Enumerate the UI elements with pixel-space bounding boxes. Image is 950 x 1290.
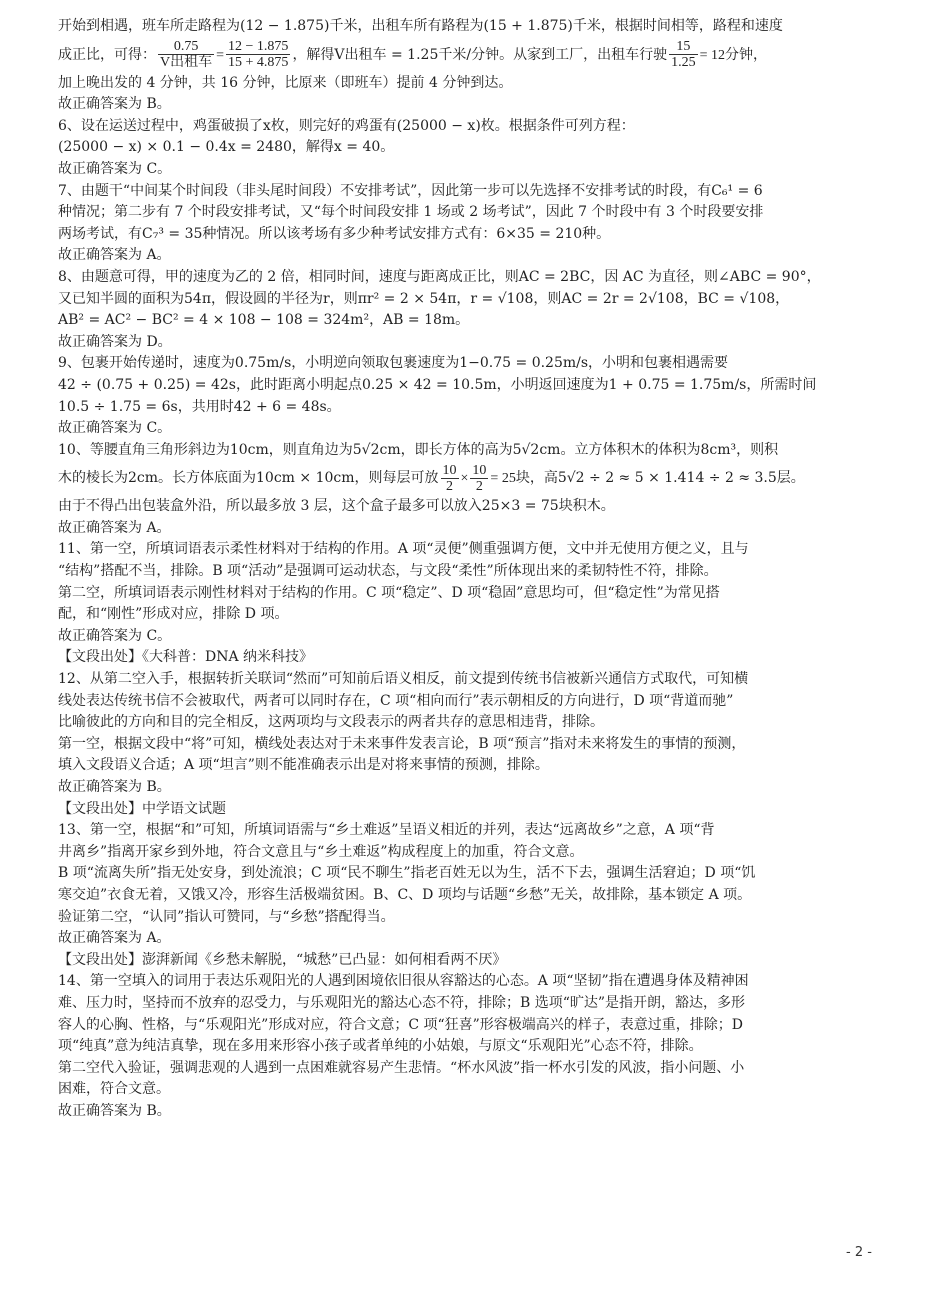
q8-text-line-3: AB² = AC² − BC² = 4 × 108 − 108 = 324m²，AB = 18m。 xyxy=(58,312,470,329)
q5-text-tail: 分钟， xyxy=(724,46,767,63)
q10-formula-line xyxy=(58,461,898,496)
q11-text-line-2: “结构”搭配不当，排除。B 项“活动”是强调可运动状态，与文段“柔性”所体现出来的柔韧特性不符，排除。 xyxy=(58,563,718,580)
q7-text-line-3: 两场考试，有C₇³ = 35种情况。所以该考场有多少种考试安排方式有：6×35 = 210种。 xyxy=(58,225,611,242)
q7-text-line-1: 7、由题干“中间某个时间段（非头尾时间段）不安排考试”，因此第一步可以先选择不安排考试的时段，有C₆¹ = 6 xyxy=(58,182,763,199)
q9-text-line-1: 9、包裹开始传递时，速度为0.75m/s，小明逆向领取包裹速度为1−0.75 = 0.25m/s，小明和包裹相遇需要 xyxy=(58,355,729,372)
times-sign: × xyxy=(460,471,469,487)
q8-answer: 故正确答案为 D。 xyxy=(58,333,172,350)
q5-text-lead: 成正比，可得： xyxy=(58,46,156,63)
q12-text-line-4: 第一空，根据文段中“将”可知，横线处表达对于未来事件发表言论，B 项“预言”指对未来将发生的事情的预测， xyxy=(58,735,746,752)
q10-answer: 故正确答案为 A。 xyxy=(58,519,171,536)
q8-text-line-2: 又已知半圆的面积为54π，假设圆的半径为r，则πr² = 2 × 54π，r = √108，则AC = 2r = 2√108，BC = √108， xyxy=(58,290,790,307)
q13-text-line-1: 13、第一空，根据“和”可知，所填词语需与“乡土难返”呈语义相近的并列，表达“远离故乡”之意，A 项“背 xyxy=(58,822,715,839)
q11-text-line-1: 11、第一空，所填词语表示柔性材料对于结构的作用。A 项“灵便”侧重强调方便，文中并无使用方便之义，且与 xyxy=(58,541,749,558)
fraction-10-over-2-a xyxy=(441,463,459,494)
page-number: - 2 - xyxy=(846,1245,872,1260)
q9-answer: 故正确答案为 C。 xyxy=(58,420,172,437)
q13-text-line-4: 寒交迫”衣食无着，又饿又冷，形容生活极端贫困。B、C、D 项均与话题“乡愁”无关，故排除，基本锁定 A 项。 xyxy=(58,886,752,903)
fraction-denominator: V出租车 xyxy=(160,55,213,71)
fraction-numerator: 10 xyxy=(472,462,487,478)
q6-answer: 故正确答案为 C。 xyxy=(58,160,172,177)
fraction-result: = 12 xyxy=(699,47,725,63)
q10-text-tail: 块，高5√2 ÷ 2 ≈ 5 × 1.414 ÷ 2 ≈ 3.5层。 xyxy=(515,470,805,487)
q9-text-line-2: 42 ÷ (0.75 + 0.25) = 42s，此时距离小明起点0.25 × 42 = 10.5m，小明返回速度为1 + 0.75 = 1.75m/s，所需时间 xyxy=(58,376,817,393)
q6-equation: (25000 − x) × 0.1 − 0.4x = 2480，解得x = 40。 xyxy=(58,139,395,156)
q5-formula-line xyxy=(58,38,898,73)
fraction-denominator: 1.25 xyxy=(671,55,696,71)
fraction-numerator: 15 xyxy=(669,39,698,55)
fraction-distance-ratio xyxy=(226,39,290,70)
q6-text-line-1: 6、设在运送过程中，鸡蛋破损了x枚，则完好的鸡蛋有(25000 − x)枚。根据条件可列方程： xyxy=(58,117,635,134)
q13-text-line-3: B 项“流离失所”指无处安身，到处流浪；C 项“民不聊生”指老百姓无以为生，活不下去，强调生活窘迫；D 项“饥 xyxy=(58,865,756,882)
fraction-numerator: 0.75 xyxy=(158,39,214,55)
fraction-denominator: 15 + 4.875 xyxy=(228,55,289,71)
q14-text-line-3: 容人的心胸、性格，与“乐观阳光”形成对应，符合文意；C 项“狂喜”形容极端高兴的样子，表意过重，排除；D xyxy=(58,1016,744,1033)
q7-text-line-2: 种情况；第二步有 7 个时段安排考试，又“每个时间段安排 1 场或 2 场考试”，因此 7 个时段中有 3 个时段要安排 xyxy=(58,204,764,221)
q13-text-line-5: 验证第二空，“认同”指认可赞同，与“乡愁”搭配得当。 xyxy=(58,908,395,925)
q13-text-line-2: 井离乡”指离开家乡到外地，符合文意且与“乡土难返”构成程度上的加重，符合文意。 xyxy=(58,843,584,860)
fraction-numerator: 10 xyxy=(442,462,457,478)
q11-answer: 故正确答案为 C。 xyxy=(58,627,172,644)
q10-text-line-1: 10、等腰直角三角形斜边为10cm，则直角边为5√2cm，即长方体的高为5√2cm。立方体积木的体积为8cm³，则积 xyxy=(58,441,779,458)
fraction-denominator: 2 xyxy=(475,478,483,494)
q12-answer: 故正确答案为 B。 xyxy=(58,779,171,795)
q12-source: 【文段出处】中学语文试题 xyxy=(58,800,226,817)
q14-text-line-4: 项“纯真”意为纯洁真挚，现在多用来形容小孩子或者单纯的小姑娘，与原文“乐观阳光”心态不符，排除。 xyxy=(58,1038,703,1055)
q12-text-line-3: 比喻彼此的方向和目的完全相反，这两项均与文段表示的两者共存的意思相违背，排除。 xyxy=(58,714,604,731)
fraction-denominator: 2 xyxy=(446,478,454,494)
q14-text-line-1: 14、第一空填入的词用于表达乐观阳光的人遇到困境依旧很从容豁达的心态。A 项“坚韧”指在遭遇身体及精神困 xyxy=(58,973,749,990)
q10-text-lead: 木的棱长为2cm。长方体底面为10cm × 10cm，则每层可放 xyxy=(58,470,439,487)
fraction-result: = 25 xyxy=(490,471,516,487)
fraction-numerator: 12 − 1.875 xyxy=(228,39,289,55)
q11-source: 【文段出处】《大科普：DNA 纳米科技》 xyxy=(58,649,314,666)
q14-text-line-2: 难、压力时，坚持而不放弃的忍受力，与乐观阳光的豁达心态不符，排除；B 选项“旷达”是指开朗，豁达，多形 xyxy=(58,994,746,1011)
q11-text-line-4: 配，和“刚性”形成对应，排除 D 项。 xyxy=(58,606,289,623)
q14-text-line-5: 第二空代入验证，强调悲观的人遇到一点困难就容易产生悲情。“杯水风波”指一杯水引发的风波，指小问题、小 xyxy=(58,1059,745,1076)
q9-text-line-3: 10.5 ÷ 1.75 = 6s，共用时42 + 6 = 48s。 xyxy=(58,398,341,415)
q5-text-line-3: 加上晚出发的 4 分钟，共 16 分钟，比原来（即班车）提前 4 分钟到达。 xyxy=(58,74,513,91)
q12-text-line-1: 12、从第二空入手，根据转折关联词“然而”可知前后语义相反，前文提到传统书信被新兴通信方式取代，可知横 xyxy=(58,671,749,688)
q14-text-line-6: 困难，符合文意。 xyxy=(58,1081,170,1098)
q14-answer: 故正确答案为 B。 xyxy=(58,1102,171,1119)
q7-answer: 故正确答案为 A。 xyxy=(58,247,171,264)
answer-explanation-page xyxy=(58,16,898,1123)
q10-text-line-3: 由于不得凸出包装盒外沿，所以最多放 3 层，这个盒子最多可以放入25×3 = 75块积木。 xyxy=(58,498,615,515)
q11-text-line-3: 第二空，所填词语表示刚性材料对于结构的作用。C 项“稳定”、D 项“稳固”意思均可，但“稳定性”为常见搭 xyxy=(58,584,720,601)
q12-text-line-2: 线处表达传统书信不会被取代，两者可以同时存在，C 项“相向而行”表示朝相反的方向进行，D 项“背道而驰” xyxy=(58,692,734,709)
fraction-0-75-over-v xyxy=(158,39,214,70)
q13-answer: 故正确答案为 A。 xyxy=(58,930,171,947)
q8-text-line-1: 8、由题意可得，甲的速度为乙的 2 倍，相同时间，速度与距离成正比，则AC = 2BC，因 AC 为直径，则∠ABC = 90°， xyxy=(58,268,821,285)
q13-source: 【文段出处】澎湃新闻《乡愁未解脱，“城愁”已凸显：如何相看两不厌》 xyxy=(58,951,507,968)
q5-text-line-1: 开始到相遇，班车所走路程为(12 − 1.875)千米，出租车所有路程为(15 + 1.875)千米，根据时间相等，路程和速度 xyxy=(58,18,783,34)
fraction-10-over-2-b xyxy=(470,463,488,494)
equals-sign: = xyxy=(216,47,225,63)
q5-text-mid: ，解得V出租车 = 1.25千米/分钟。从家到工厂，出租车行驶 xyxy=(292,46,668,63)
fraction-15-over-1-25 xyxy=(669,39,698,70)
q5-answer: 故正确答案为 B。 xyxy=(58,96,171,113)
q12-text-line-5: 填入文段语义合适；A 项“坦言”则不能准确表示出是对将来事情的预测，排除。 xyxy=(58,757,549,774)
